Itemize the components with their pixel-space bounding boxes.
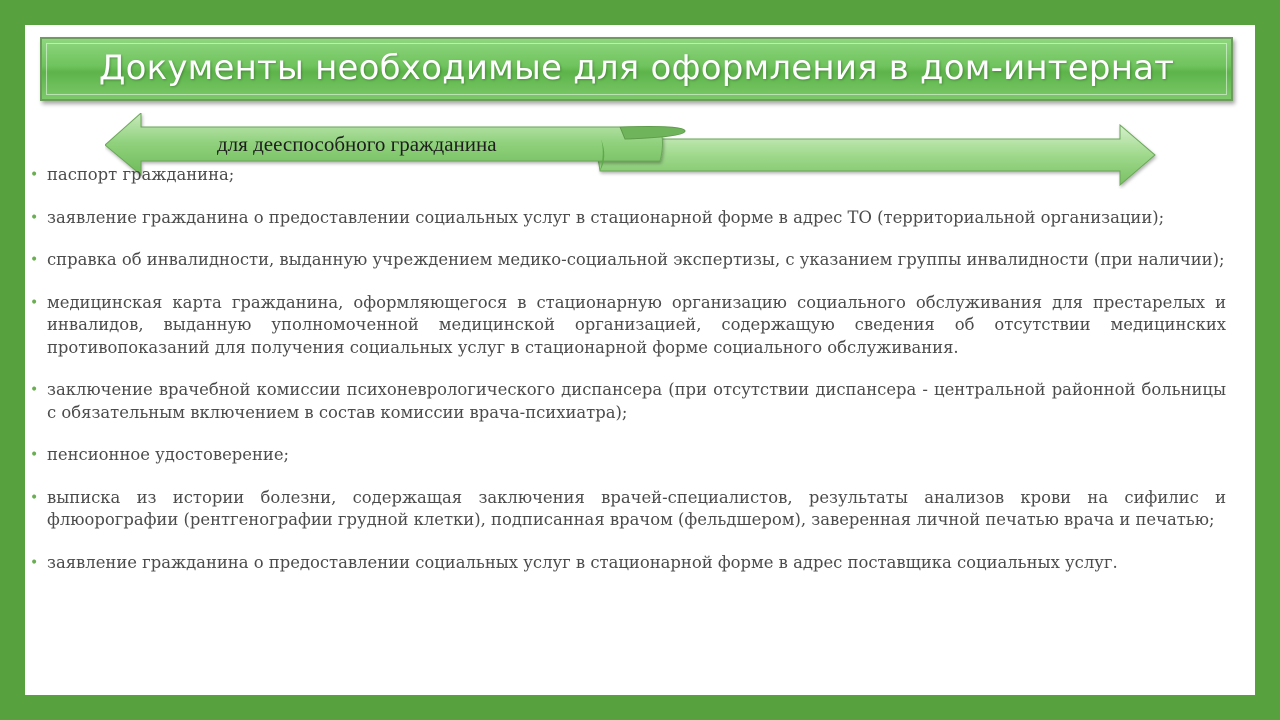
list-item-text: заявление гражданина о предоставлении социальных услуг в стационарной форме в адрес ТО (территориальной организации); xyxy=(47,207,1165,227)
bullet-icon: • xyxy=(30,252,39,268)
list-item xyxy=(30,207,1226,230)
list-item-text: справка об инвалидности, выданную учреждением медико-социальной экспертизы, с указанием группы инвалидности (при наличии); xyxy=(47,250,1225,269)
bullet-icon: • xyxy=(30,209,39,226)
list-item xyxy=(30,292,1226,360)
bullet-icon: • xyxy=(30,554,39,571)
list-item xyxy=(30,552,1226,575)
bullet-icon: • xyxy=(30,382,39,398)
list-item xyxy=(30,444,1226,467)
page-title: Документы необходимые для оформления в дом-интернат xyxy=(98,48,1175,88)
arrow-curl xyxy=(620,127,685,140)
list-item-text: заключение врачебной комиссии психоневрологического диспансера (при отсутствии диспансера - центральной районной больницы с обязательным включением в состав комиссии врача-психиатра); xyxy=(47,380,1226,422)
list-item xyxy=(30,164,1226,187)
arrow-label: для дееспособного гражданина xyxy=(217,132,497,156)
list-item xyxy=(30,379,1226,424)
title-bar xyxy=(40,37,1233,101)
list-item xyxy=(30,249,1226,272)
list-item-text: пенсионное удостоверение; xyxy=(47,445,290,464)
bullet-icon: • xyxy=(30,167,39,183)
bullet-icon: • xyxy=(30,294,39,311)
bullet-icon: • xyxy=(30,447,39,463)
list-item-text: паспорт гражданина; xyxy=(47,165,235,184)
list-item-text: заявление гражданина о предоставлении социальных услуг в стационарной форме в адрес поставщика социальных услуг. xyxy=(47,552,1118,572)
slide xyxy=(25,25,1255,695)
document-list xyxy=(30,164,1226,594)
list-item xyxy=(30,487,1226,532)
bullet-icon: • xyxy=(30,489,39,506)
list-item-text: медицинская карта гражданина, оформляющегося в стационарную организацию социального обслуживания для престарелых и инвалидов, выданную уполномоченной медицинской организацией, содержащую сведения об отсутствии медицинских противопоказаний для получения социальных услуг в стационарной форме социального обслуживания. xyxy=(47,292,1226,357)
list-item-text: выписка из истории болезни, содержащая заключения врачей-специалистов, результаты анализов крови на сифилис и флюорографии (рентгенографии грудной клетки), подписанная врачом (фельдшером), заверенная личной печатью врача и печатью; xyxy=(47,487,1226,529)
